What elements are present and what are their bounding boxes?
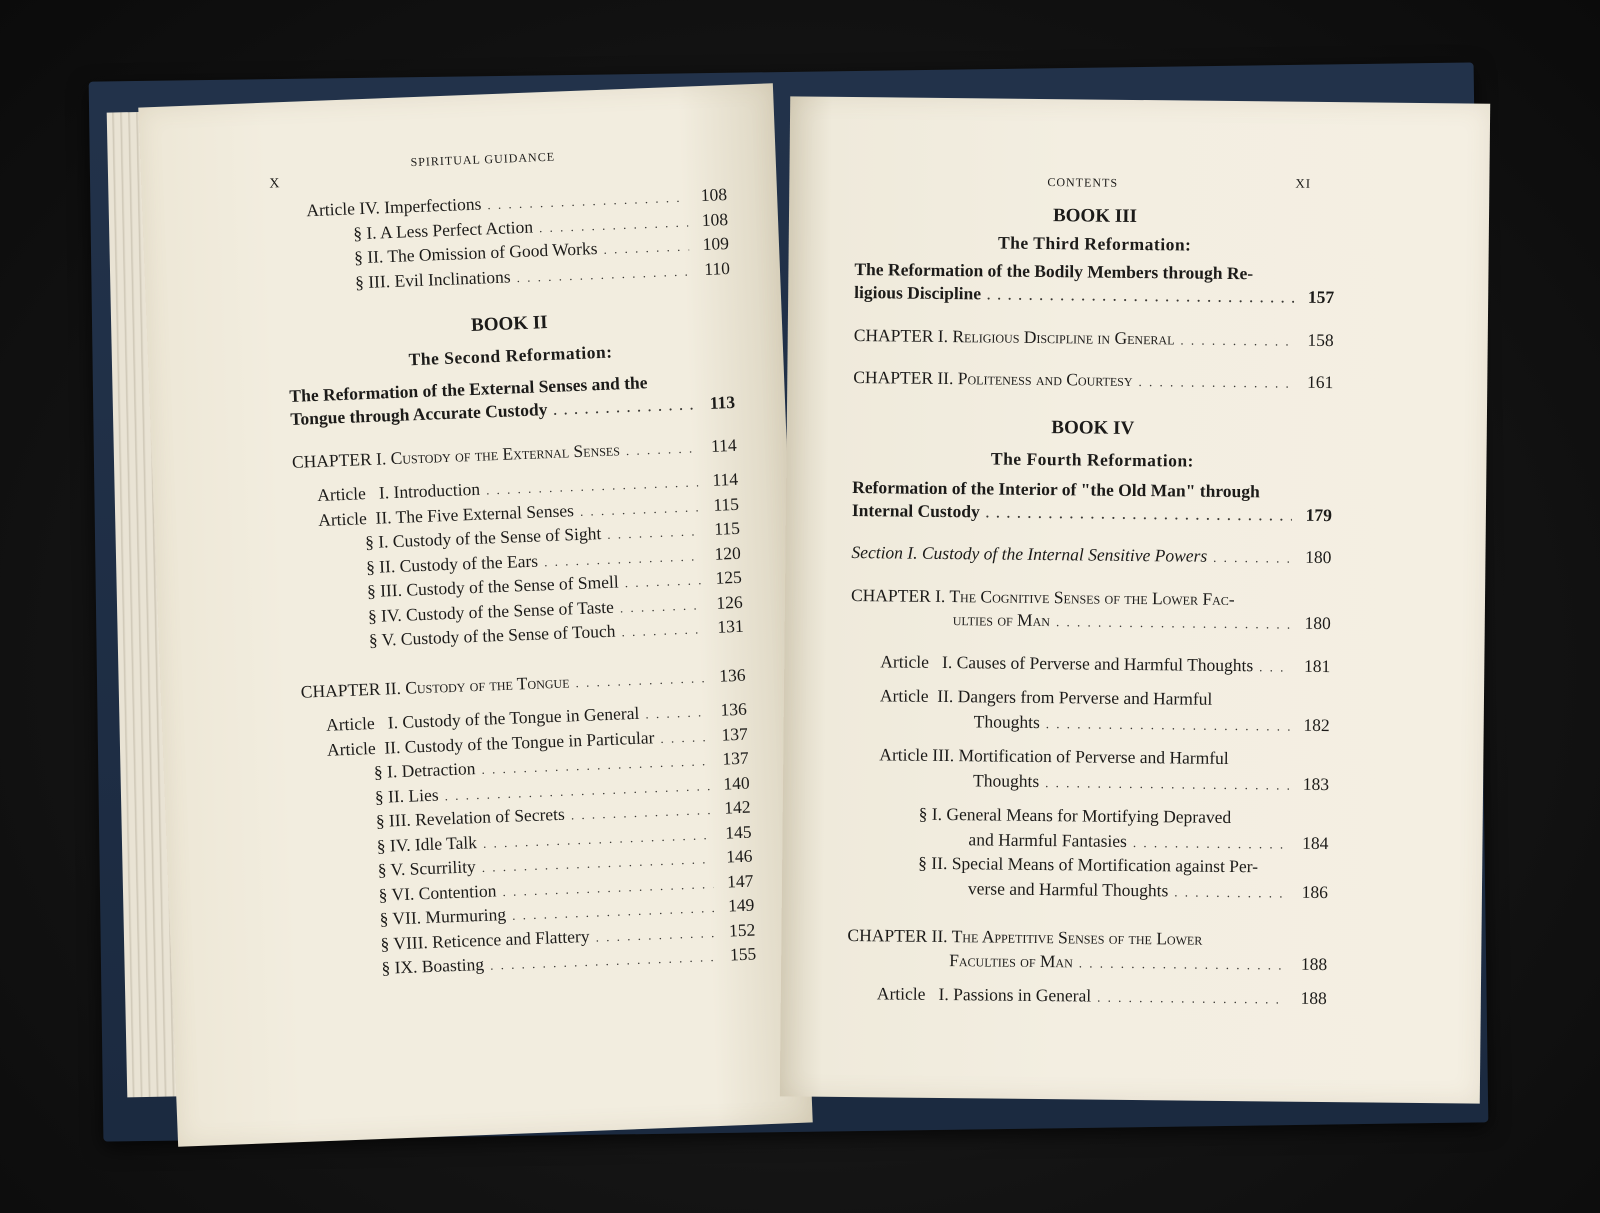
leader-dots: [1133, 830, 1289, 855]
chapter-i-cognitive-line2-label: ulties of Man: [952, 609, 1051, 631]
chapter-ii-entry-1-page: 137: [721, 723, 749, 745]
book-iii-desc-line1: The Reformation of the Bodily Members through Re-: [854, 259, 1254, 284]
leader-dots: [987, 283, 1294, 310]
chapter-ii-entry-10-page: 155: [729, 943, 757, 965]
right-toc: [847, 203, 1335, 1011]
section-i-label: Section I. Custody of the Internal Sensitive Powers: [851, 542, 1208, 566]
leader-dots: [621, 617, 704, 644]
article-i-passions-page: 188: [1300, 987, 1327, 1009]
chapter-ii-entry-6-page: 146: [725, 845, 753, 867]
section-1-line2-page: 186: [1301, 881, 1329, 902]
chapter-ii-appetitive-page: 188: [1300, 953, 1328, 974]
chapter-ii-entry-1-label: Article II. Custody of the Tongue in Particular: [326, 726, 655, 760]
right-running-head: CONTENTS: [1047, 175, 1119, 190]
leader-dots: [1174, 880, 1288, 905]
chapter-ii-label: CHAPTER II. Custody of the Tongue: [300, 670, 570, 702]
chapter-ii-entry-2-label: § I. Detraction: [373, 758, 476, 783]
leader-dots: [603, 235, 689, 262]
chapter-ii-entry-9-label: § VIII. Reticence and Flattery: [380, 925, 590, 954]
left-page: [138, 83, 812, 1147]
chapter-ii-entry-5-label: § IV. Idle Talk: [376, 831, 478, 856]
chapter-i-entry-0-label: Article I. Introduction: [316, 478, 481, 505]
book-iii-desc-page: 157: [1307, 286, 1335, 308]
book-iv-desc-page: 179: [1305, 504, 1333, 525]
article-2-line2-page: 183: [1302, 773, 1330, 794]
chapter-i-entry-2-page: 115: [713, 517, 741, 539]
article-i-passions-label: Article I. Passions in General: [876, 983, 1092, 1006]
article-i-passions: [847, 982, 1327, 1012]
chapter-i-entry-2-label: § I. Custody of the Sense of Sight: [364, 523, 602, 553]
leader-dots: [1213, 546, 1291, 570]
book-iv-title: BOOK IV: [1051, 416, 1135, 439]
book-iii-chapter-1-page: 161: [1306, 371, 1334, 393]
right-page: [780, 96, 1490, 1103]
chapter-i-entry-6-label: § V. Custody of the Sense of Touch: [368, 620, 616, 651]
leader-dots: [1045, 771, 1289, 797]
chapter-ii-entry-3-page: 140: [723, 772, 751, 794]
chapter-i-cognitive-page: 180: [1304, 612, 1331, 634]
left-toc: [282, 183, 757, 984]
left-top-entry-3-label: § III. Evil Inclinations: [354, 265, 511, 292]
chapter-ii-entry-2-page: 137: [722, 747, 750, 769]
leader-dots: [1046, 712, 1290, 738]
chapter-i-entry-4-page: 125: [715, 566, 743, 588]
leader-dots: [1259, 655, 1290, 679]
book-iii-title: BOOK III: [1052, 205, 1138, 227]
chapter-i-entry-3-label: § II. Custody of the Ears: [365, 550, 539, 577]
leader-dots: [645, 700, 707, 726]
chapter-ii-entry-3-label: § II. Lies: [374, 784, 439, 807]
chapter-ii-entry-8-page: 149: [727, 894, 755, 916]
chapter-ii-entries: [302, 698, 757, 984]
article-1-line1-label: Article II. Dangers from Perverse and Harmful: [879, 685, 1213, 709]
chapter-i-label: CHAPTER I. Custody of the External Senses: [291, 438, 621, 472]
section-i-page: 180: [1305, 546, 1332, 568]
left-running-head: SPIRITUAL GUIDANCE: [410, 149, 556, 170]
article-2-line2-label: Thoughts: [973, 769, 1040, 791]
article-1-line2-label: Thoughts: [973, 710, 1040, 732]
right-page-number: XI: [1295, 175, 1312, 191]
leader-dots: [660, 725, 708, 750]
chapter-ii-entry-5-page: 145: [724, 821, 752, 843]
section-0-line2-page: 184: [1302, 832, 1329, 853]
chapter-i-entry-1-page: 115: [712, 493, 740, 515]
leader-dots: [1079, 951, 1288, 977]
leader-dots: [619, 593, 703, 620]
left-top-entry-0-page: 108: [700, 184, 728, 206]
section-1-line1-label: § II. Special Means of Mortification against Per-: [918, 852, 1259, 877]
book-ii-subtitle: The Second Reformation:: [408, 341, 613, 370]
chapter-i-entry-5-label: § IV. Custody of the Sense of Taste: [367, 596, 615, 626]
leader-dots: [579, 495, 699, 523]
leader-dots: [575, 666, 706, 694]
left-top-entry-2-page: 109: [702, 233, 730, 254]
article-iii-sections: [848, 802, 1329, 905]
book-ii-desc-line1: The Reformation of the External Senses and the: [289, 372, 648, 406]
leader-dots: [986, 501, 1292, 528]
chapter-i-entry-4-label: § III. Custody of the Sense of Smell: [366, 571, 619, 602]
chapter-ii-entry-4-page: 142: [723, 796, 751, 818]
chapter-i-entry-3-page: 120: [714, 542, 742, 564]
left-page-number: X: [269, 176, 280, 192]
left-top-entry-2-label: § II. The Omission of Good Works: [353, 238, 598, 268]
section-0-line2-label: and Harmful Fantasies: [968, 828, 1128, 851]
book-ii-desc-page: 113: [709, 391, 736, 413]
leader-dots: [624, 568, 702, 594]
chapter-ii-appetitive-line2-label: Faculties of Man: [949, 949, 1073, 971]
book-iii-chapter-0-page: 158: [1307, 329, 1334, 350]
leader-dots: [1180, 328, 1293, 353]
book-ii-desc-line2-label: Tongue through Accurate Custody: [289, 399, 548, 429]
book-iv-desc-line1: Reformation of the Interior of "the Old Man" through: [852, 476, 1260, 501]
chapter-i-cognitive-line1-label: CHAPTER I. The Cognitive Senses of the Lower Fac-: [850, 584, 1235, 609]
leader-dots: [1056, 610, 1291, 636]
book-iv-subtitle: The Fourth Reformation:: [990, 447, 1195, 471]
book-iii-desc-line2-label: ligious Discipline: [854, 282, 982, 304]
book-iv-desc-line2-label: Internal Custody: [851, 499, 980, 521]
leader-dots: [1097, 986, 1287, 1011]
left-top-entry-1-label: § I. A Less Perfect Action: [352, 216, 534, 243]
left-top-entry-1-page: 108: [701, 208, 729, 230]
article-2-line1-label: Article III. Mortification of Perverse and Harmful: [879, 744, 1229, 768]
leader-dots: [625, 436, 697, 462]
chapter-ii-appetitive-line1: [847, 924, 1327, 953]
chapter-i-cognitive-line1: [851, 584, 1331, 613]
chapter-ii-entry-0-label: Article I. Custody of the Tongue in General: [325, 702, 640, 735]
chapter-i-articles: [849, 650, 1331, 808]
article-1-line2-page: 182: [1303, 714, 1330, 735]
book-ii-title: BOOK II: [470, 312, 549, 336]
book-iii-chapter-1-label: CHAPTER II. Politeness and Courtesy: [853, 367, 1133, 390]
article-0-page: 181: [1303, 655, 1331, 676]
chapter-i-entries: [293, 468, 744, 656]
leader-dots: [1138, 370, 1293, 395]
chapter-ii-appetitive-line1-label: CHAPTER II. The Appetitive Senses of the Lower: [847, 925, 1203, 949]
leader-dots: [607, 519, 701, 546]
left-top-entry-3-page: 110: [703, 257, 731, 279]
left-top-entries: [282, 183, 730, 298]
book-iii-chapter-0-label: CHAPTER I. Religious Discipline in General: [853, 324, 1175, 348]
chapter-ii-entry-8-label: § VII. Murmuring: [379, 904, 507, 929]
chapter-ii-entry-0-page: 136: [720, 698, 748, 720]
section-0-line1-label: § I. General Means for Mortifying Depraved: [918, 803, 1232, 828]
chapter-ii-entry-10-label: § IX. Boasting: [381, 953, 485, 978]
left-top-entry-0-label: Article IV. Imperfections: [305, 193, 482, 221]
chapter-i-page: 114: [710, 434, 738, 456]
chapter-i-entry-6-page: 131: [716, 615, 744, 637]
chapter-ii-entry-9-page: 152: [728, 918, 756, 940]
book-iii-subtitle: The Third Reformation:: [997, 232, 1192, 255]
chapter-ii-page: 136: [718, 664, 746, 686]
article-0-label: Article I. Causes of Perverse and Harmful Thoughts: [880, 650, 1254, 675]
chapter-i-entry-1-label: Article II. The Five External Senses: [317, 499, 575, 530]
chapter-ii-entry-7-page: 147: [726, 870, 754, 892]
book-iii-chapters: [853, 306, 1334, 396]
chapter-ii-entry-7-label: § VI. Contention: [378, 879, 497, 905]
chapter-i-entry-5-page: 126: [716, 591, 744, 613]
leader-dots: [595, 921, 716, 949]
chapter-i-entry-0-page: 114: [711, 468, 739, 490]
chapter-ii-entry-6-label: § V. Scurrility: [377, 856, 477, 880]
section-1-line2-label: verse and Harmful Thoughts: [967, 877, 1169, 900]
chapter-ii-entry-4-label: § III. Revelation of Secrets: [375, 803, 566, 831]
